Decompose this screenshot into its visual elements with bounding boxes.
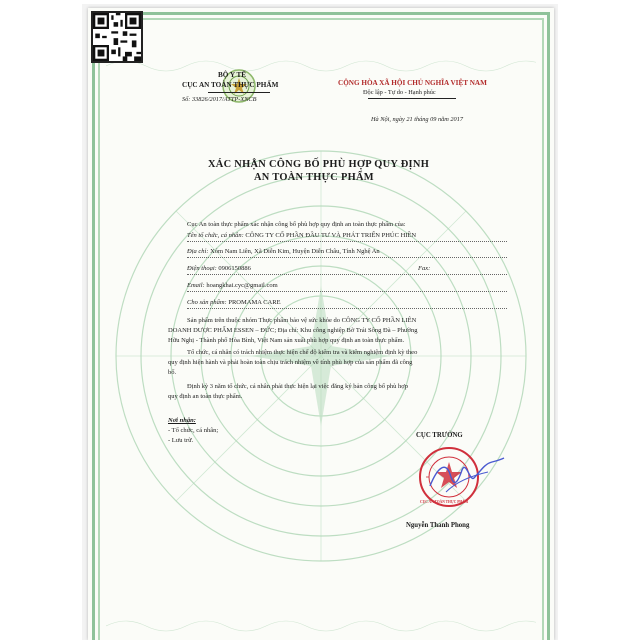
- document-number: Số: 33826/2017/ATTP-XNCB: [182, 96, 257, 103]
- paragraph-line: Tổ chức, cá nhân có trách nhiệm thực hiện chế độ kiểm tra và kiểm nghiệm định kỳ theo: [187, 349, 418, 356]
- agency-name: CỤC AN TOÀN THỰC PHẨM: [182, 81, 279, 89]
- paragraph-line: Hữu Nghị - Thành phố Hòa Bình, Việt Nam sản xuất phù hợp quy định an toàn thực phẩm.: [168, 337, 405, 344]
- email-row: [187, 281, 278, 291]
- recipients-title: Nơi nhận:: [168, 417, 196, 424]
- organization-dots: [187, 241, 507, 242]
- paragraph-line: bố.: [168, 369, 177, 376]
- address-value: Xóm Nam Liên, Xã Diễn Kim, Huyện Diễn Châu, Tỉnh Nghệ An: [210, 248, 380, 255]
- signer-name: Nguyễn Thanh Phong: [406, 522, 470, 529]
- ministry-name: BỘ Y TẾ: [218, 71, 247, 79]
- organization-row: [187, 231, 416, 241]
- fax-label: Fax:: [418, 265, 431, 272]
- agency-underline: [208, 92, 270, 93]
- email-value: hoangkhai.cyc@gmail.com: [206, 282, 278, 289]
- paragraph-line: DOANH DƯỢC PHẨM ESSEN – ĐỨC; Địa chỉ: Khu công nghiệp Bờ Trái Sông Đà – Phường: [168, 327, 418, 334]
- address-dots: [187, 257, 507, 258]
- paragraph-line: Sản phẩm trên thuộc nhóm Thực phẩm bảo vệ sức khỏe do CÔNG TY CỔ PHẦN LIÊN: [187, 317, 417, 324]
- recipient-item: - Tổ chức, cá nhân;: [168, 427, 219, 434]
- certificate-title-line2: AN TOÀN THỰC PHẨM: [254, 172, 374, 183]
- phone-dots: [187, 274, 507, 275]
- product-row: [187, 298, 281, 308]
- signer-position: CỤC TRƯỞNG: [416, 432, 463, 439]
- product-dots: [187, 308, 507, 309]
- qr-code-icon: [91, 11, 143, 63]
- certificate-document: [88, 8, 554, 640]
- address-label: Địa chỉ:: [187, 248, 209, 255]
- signature-icon: [426, 452, 506, 502]
- phone-value: 0906150886: [218, 265, 251, 272]
- address-row: [187, 247, 380, 257]
- country-name: CỘNG HÒA XÃ HỘI CHỦ NGHĨA VIỆT NAM: [338, 79, 487, 87]
- intro-text: Cục An toàn thực phẩm xác nhận công bố phù hợp quy định an toàn thực phẩm của:: [187, 221, 406, 228]
- product-label: Cho sản phẩm:: [187, 299, 227, 306]
- product-value: PROMAMA CARE: [228, 299, 281, 306]
- issue-date: Hà Nội, ngày 21 tháng 09 năm 2017: [371, 116, 464, 123]
- email-dots: [187, 291, 507, 292]
- certificate-title-line1: XÁC NHẬN CÔNG BỐ PHÙ HỢP QUY ĐỊNH: [208, 159, 430, 170]
- paragraph-line: quy định an toàn thực phẩm.: [168, 393, 243, 400]
- motto-underline: [368, 98, 456, 99]
- recipient-item: - Lưu trữ.: [168, 437, 194, 444]
- paragraph-line: Định kỳ 3 năm tổ chức, cá nhân phải thực hiện lại việc đăng ký bản công bố phù hợp: [187, 383, 408, 390]
- paragraph-line: quy định hiện hành và phải hoàn toàn chịu trách nhiệm về tính phù hợp của sản phẩm đã công: [168, 359, 413, 366]
- organization-value: CÔNG TY CỔ PHẦN ĐẦU TƯ VÀ PHÁT TRIỂN PHÚC HIỀN: [245, 232, 417, 239]
- seal-text: CỤC AN TOÀN THỰC PHẨM: [420, 500, 469, 504]
- motto: Độc lập - Tự do - Hạnh phúc: [363, 89, 436, 96]
- organization-label: Tên tổ chức, cá nhân:: [187, 232, 244, 239]
- phone-label: Điện thoại:: [187, 265, 217, 272]
- phone-row: [187, 264, 251, 274]
- email-label: Email:: [187, 282, 205, 289]
